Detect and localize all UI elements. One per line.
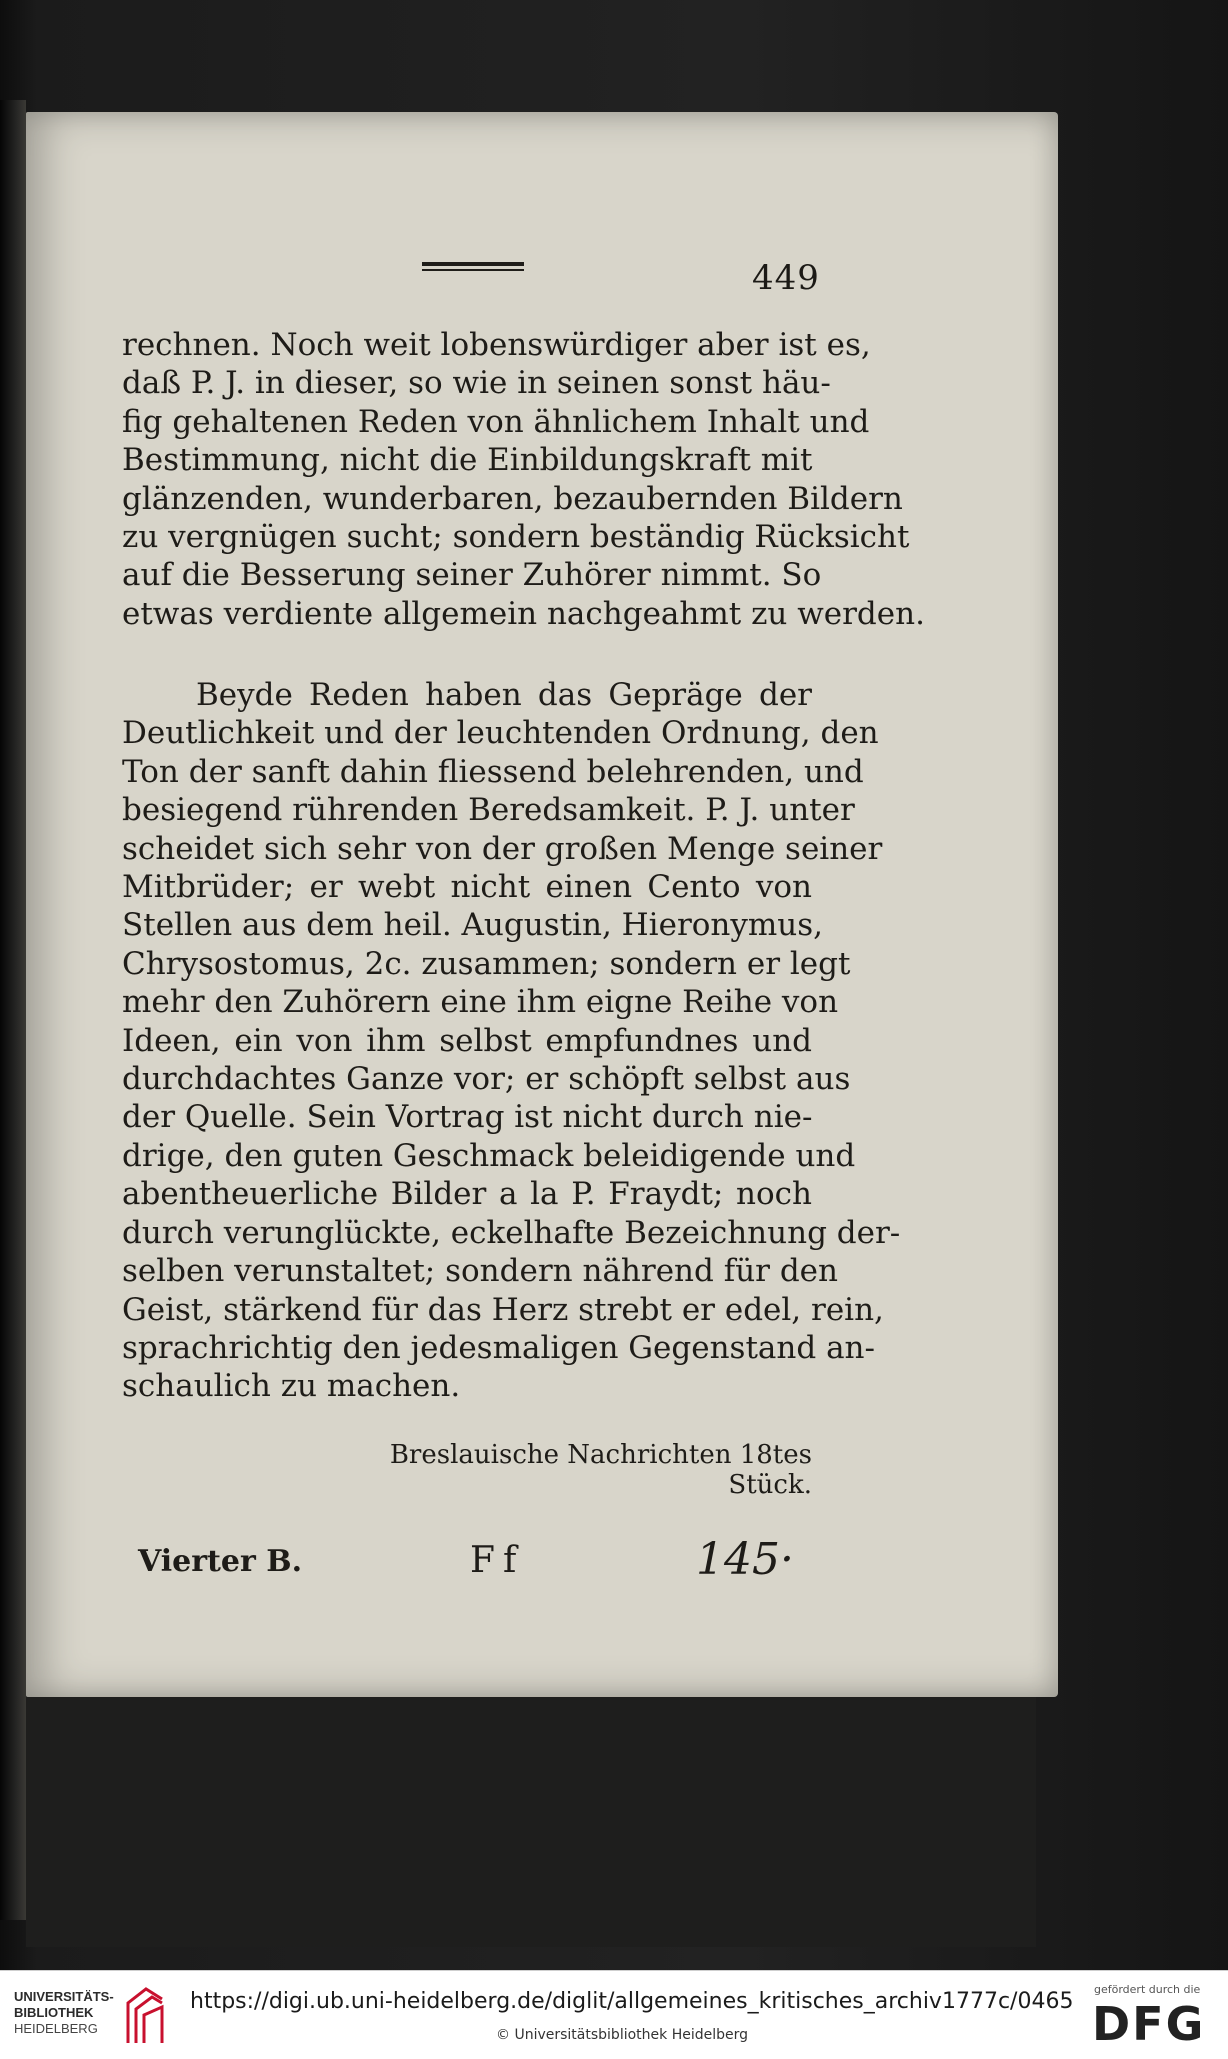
text-line: Geist, stärkend für das Herz strebt er edel, rein, [122,1291,884,1328]
text-line: Mitbrüder; er webt nicht einen Cento von [122,869,812,906]
signature-mark: Vierter B. [138,1544,303,1579]
handwritten-number: 145· [696,1534,794,1585]
text-line: mehr den Zuhörern eine ihm eigne Reihe von [122,984,839,1021]
logo-line: UNIVERSITÄTS- [14,1989,114,2004]
page-shadow-area [26,1697,1036,1947]
paragraph-2 [122,676,901,1406]
text-line: der Quelle. Sein Vortrag ist nicht durch nie- [122,1099,813,1136]
text-line: Chrysostomus, 2c. zusammen; sondern er legt [122,945,851,982]
text-line: Beyde Reden haben das Gepräge der [196,677,812,713]
text-line: selben verunstaltet; sondern nährend für den [122,1253,838,1290]
copyright-text: © Universitätsbibliothek Heidelberg [496,2027,749,2043]
text-line: sprachrichtig den jedesmaligen Gegenstand an- [122,1329,875,1366]
paragraph-1 [122,326,925,633]
header-rule [422,262,524,280]
text-line: abentheuerliche Bilder a la P. Fraydt; noch [122,1176,812,1213]
logo-line: BIBLIOTHEK [14,2005,94,2020]
text-line: scheidet sich sehr von der großen Menge seiner [122,830,883,867]
logo-line: HEIDELBERG [14,2021,98,2036]
text-line: Ideen, ein von ihm selbst empfundnes und [122,1022,812,1059]
text-line: durch verunglückte, eckelhafte Bezeichnung der- [122,1214,901,1251]
text-line: Deutlichkeit und der leuchtenden Ordnung, den [122,715,879,752]
text-line: durchdachtes Ganze vor; er schöpft selbst aus [122,1061,851,1098]
text-line: etwas verdiente allgemein nachgeahmt zu werden. [122,595,925,632]
library-logo-icon [122,1983,168,2049]
library-logo[interactable] [14,1989,114,2037]
source-citation: Breslauische Nachrichten 18tes Stück. [389,1440,812,1500]
text-line: rechnen. Noch weit lobenswürdiger aber ist es, [122,327,871,363]
text-line: Bestimmung, nicht die Einbildungskraft mit [122,442,813,479]
page-url-link[interactable]: https://digi.ub.uni-heidelberg.de/diglit/allgemeines_kritisches_archiv1777c/0465 [190,1989,1074,2014]
text-line: daß P. J. in dieser, so wie in seinen sonst häu- [122,365,831,402]
book-spine-edge [0,100,26,1920]
text-line: Ton der sanft dahin fliessend belehrenden, und [122,753,864,790]
text-line: drige, den guten Geschmack beleidigende und [122,1137,856,1174]
text-line: schaulich zu machen. [122,1368,461,1405]
text-line: Stellen aus dem heil. Augustin, Hieronymus, [122,907,824,944]
text-line: auf die Besserung seiner Zuhörer nimmt. So [122,557,822,594]
text-line: fig gehaltenen Reden von ähnlichem Inhalt und [122,403,870,440]
footer-banner [0,1970,1228,2059]
page-number: 449 [752,258,820,298]
text-line: zu vergnügen sucht; sondern beständig Rücksicht [122,519,910,556]
dfg-logo[interactable]: DFG [1092,1997,1206,2051]
text-line: glänzenden, wunderbaren, bezaubernden Bildern [122,480,903,517]
text-line: besiegend rührenden Beredsamkeit. P. J. unter [122,792,855,829]
funding-label: gefördert durch die [1094,1983,1201,1996]
gathering-mark: Ff [470,1540,525,1581]
